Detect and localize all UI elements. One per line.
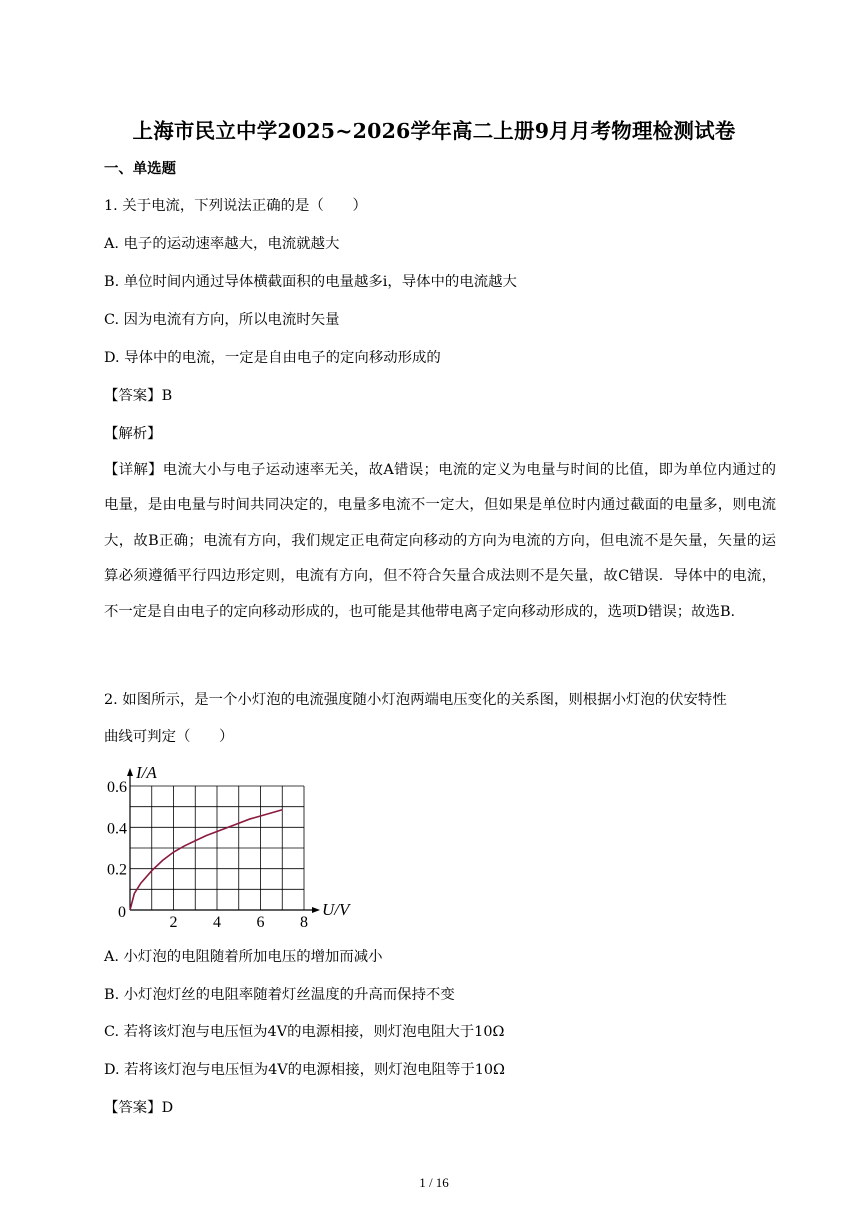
q2-option-d: D. 若将该灯泡与电压恒为4V的电源相接，则灯泡电阻等于10Ω [104,1062,505,1078]
q1-option-d: D. 导体中的电流，一定是自由电子的定向移动形成的 [104,350,441,366]
q2-option-a: A. 小灯泡的电阻随着所加电压的增加而减小 [104,949,383,965]
q2-option-c: C. 若将该灯泡与电压恒为4V的电源相接，则灯泡电阻大于10Ω [104,1024,505,1040]
y-axis-label: I/A [136,763,157,782]
q1-answer: 【答案】B [104,388,173,404]
x-tick-label: 8 [300,914,308,931]
x-tick-label: 6 [256,914,265,931]
iv-curve-chart [100,758,370,933]
y-tick-labels [107,779,127,879]
q1-analysis-label: 【解析】 [104,426,162,442]
y-tick-label: 0.2 [107,861,127,879]
q1-option-b: B. 单位时间内通过导体横截面积的电量越多i，导体中的电流越大 [104,274,517,290]
q2-option-b: B. 小灯泡灯丝的电阻率随着灯丝温度的升高而保持不变 [104,987,455,1003]
x-tick-label: 2 [169,914,178,931]
q2-stem-line1: 2. 如图所示，是一个小灯泡的电流强度随小灯泡两端电压变化的关系图，则根据小灯泡的伏安特性 [104,692,727,708]
q1-stem: 1. 关于电流，下列说法正确的是（ ） [104,198,367,214]
chart-grid [130,786,304,910]
page-title: 上海市民立中学2025~2026学年高二上册9月月考物理检测试卷 [132,119,736,143]
q2-stem-line2: 曲线可判定（ ） [104,729,234,745]
y-tick-label: 0.6 [107,779,127,796]
section-heading: 一、单选题 [104,160,176,177]
q2-answer: 【答案】D [104,1100,174,1116]
page-number: 1 / 16 [419,1175,449,1190]
q1-option-c: C. 因为电流有方向，所以电流时矢量 [104,312,340,328]
q1-option-a: A. 电子的运动速率越大，电流就越大 [104,236,340,252]
iv-curve-line [130,810,282,910]
x-tick-labels [170,914,309,931]
y-tick-label: 0.4 [107,820,127,838]
q1-detail: 【详解】电流大小与电子运动速率无关，故A错误；电流的定义为电量与时间的比值，即为单位内通过的电量，是由电量与时间共同决定的，电量多电流不一定大，但如果是单位时内通过截面的电量多，则电流大，故B正确；电流有方向，我们规定正电荷定向移动的方向为电流的方向，但电流不是矢量，矢量的运算必须遵循平行四边形定则，电流有方向，但不符合矢量合成法则不是矢量，故C错误．导体中的电流，不一定是自由电子的定向移动形成的，也可能是其他带电离子定向移动形成的，选项D错误；故选B. [104,462,776,620]
x-axis-label: U/V [322,900,350,919]
x-tick-label: 4 [213,914,221,931]
origin-label: 0 [118,904,126,921]
